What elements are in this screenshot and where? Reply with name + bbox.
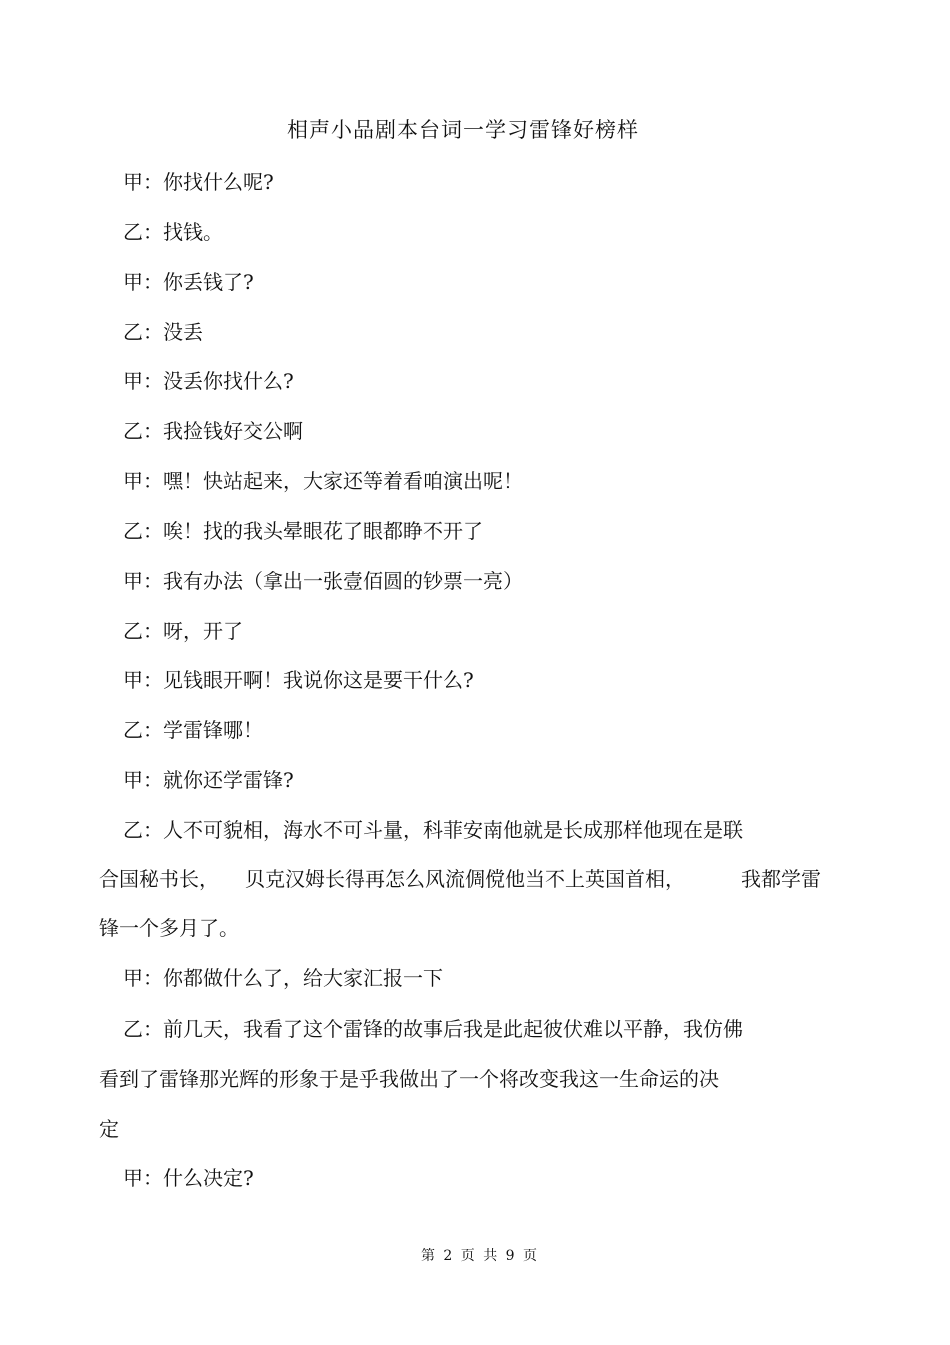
dialogue-continuation: 看到了雷锋那光辉的形象于是乎我做出了一个将改变我这一生命运的决 (99, 1067, 719, 1091)
dialogue-line: 乙：我捡钱好交公啊 (123, 419, 303, 443)
dialogue-line: 甲：嘿！快站起来，大家还等着看咱演出呢！ (123, 469, 523, 493)
page-number: 第 2 页 共 9 页 (420, 1248, 538, 1264)
dialogue-line: 乙：找钱。 (123, 220, 223, 244)
dialogue-line: 乙：前几天，我看了这个雷锋的故事后我是此起彼伏难以平静，我仿佛 (123, 1017, 743, 1041)
dialogue-line: 甲：什么决定? (123, 1166, 254, 1190)
dialogue-line: 乙：没丢 (123, 320, 203, 344)
dialogue-line: 甲：没丢你找什么? (123, 369, 294, 393)
document-title: 相声小品剧本台词一学习雷锋好榜样 (287, 118, 639, 142)
dialogue-continuation: 锋一个多月了。 (99, 916, 239, 940)
dialogue-line: 乙：学雷锋哪！ (123, 718, 263, 742)
dialogue-continuation: 定 (99, 1117, 119, 1141)
continuation-segment: 我都学雷 (741, 867, 821, 891)
continuation-segment: 合国秘书长， (99, 867, 219, 891)
dialogue-line: 甲：你都做什么了，给大家汇报一下 (123, 966, 443, 990)
dialogue-line: 甲：你找什么呢? (123, 170, 274, 194)
dialogue-line: 乙：唉！找的我头晕眼花了眼都睁不开了 (123, 519, 483, 543)
dialogue-line: 甲：我有办法（拿出一张壹佰圆的钞票一亮） (123, 569, 523, 593)
dialogue-line: 甲：见钱眼开啊！我说你这是要干什么? (123, 668, 474, 692)
dialogue-line: 乙：人不可貌相，海水不可斗量，科菲安南他就是长成那样他现在是联 (123, 818, 743, 842)
continuation-segment: 贝克汉姆长得再怎么风流倜傥他当不上英国首相， (245, 867, 685, 891)
dialogue-line: 甲：就你还学雷锋? (123, 768, 294, 792)
dialogue-line: 甲：你丢钱了? (123, 270, 254, 294)
dialogue-continuation (99, 863, 821, 895)
dialogue-line: 乙：呀，开了 (123, 619, 243, 643)
